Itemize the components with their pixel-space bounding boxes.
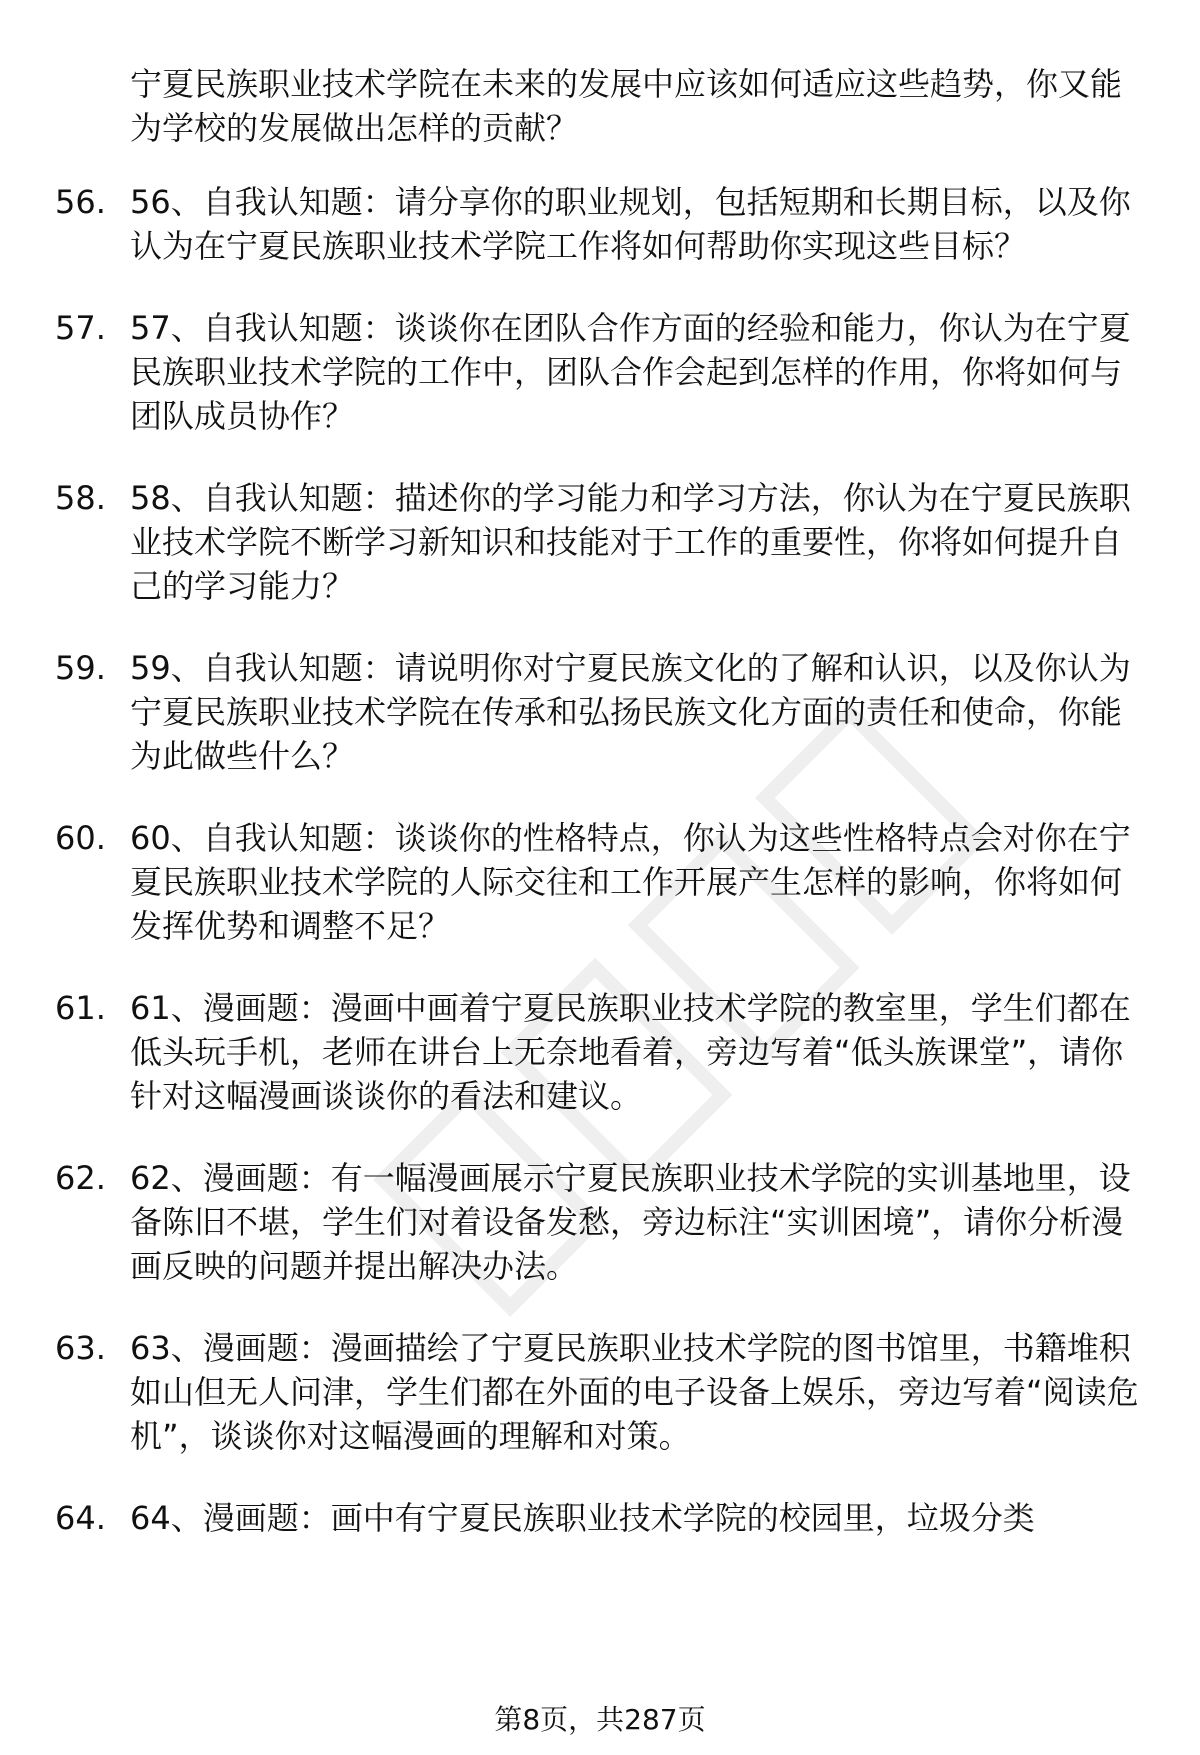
question-item <box>0 646 1140 778</box>
question-item <box>0 986 1140 1118</box>
question-text: 57、自我认知题：谈谈你在团队合作方面的经验和能力，你认为在宁夏民族职业技术学院的工作中，团队合作会起到怎样的作用，你将如何与团队成员协作？ <box>130 309 1131 435</box>
question-number: 57. <box>55 309 106 347</box>
question-number: 62. <box>55 1159 106 1197</box>
question-text: 61、漫画题：漫画中画着宁夏民族职业技术学院的教室里，学生们都在低头玩手机，老师在讲台上无奈地看着，旁边写着“低头族课堂”，请你针对这幅漫画谈谈你的看法和建议。 <box>130 989 1131 1115</box>
question-item <box>0 1326 1140 1458</box>
question-text: 59、自我认知题：请说明你对宁夏民族文化的了解和认识，以及你认为宁夏民族职业技术学院在传承和弘扬民族文化方面的责任和使命，你能为此做些什么？ <box>130 649 1131 775</box>
question-number: 63. <box>55 1329 106 1367</box>
question-number: 59. <box>55 649 106 687</box>
question-item <box>0 1156 1140 1288</box>
question-text: 58、自我认知题：描述你的学习能力和学习方法，你认为在宁夏民族职业技术学院不断学习新知识和技能对于工作的重要性，你将如何提升自己的学习能力？ <box>130 479 1131 605</box>
question-item <box>0 816 1140 948</box>
question-text: 63、漫画题：漫画描绘了宁夏民族职业技术学院的图书馆里，书籍堆积如山但无人问津，学生们都在外面的电子设备上娱乐，旁边写着“阅读危机”，谈谈你对这幅漫画的理解和对策。 <box>130 1329 1139 1455</box>
question-number: 58. <box>55 479 106 517</box>
question-item <box>0 1496 1140 1540</box>
question-number: 61. <box>55 989 106 1027</box>
question-number: 64. <box>55 1499 106 1537</box>
question-text: 60、自我认知题：谈谈你的性格特点，你认为这些性格特点会对你在宁夏民族职业技术学院的人际交往和工作开展产生怎样的影响，你将如何发挥优势和调整不足？ <box>130 819 1131 945</box>
question-text: 62、漫画题：有一幅漫画展示宁夏民族职业技术学院的实训基地里，设备陈旧不堪，学生们对着设备发愁，旁边标注“实训困境”，请你分析漫画反映的问题并提出解决办法。 <box>130 1159 1131 1285</box>
question-list <box>0 180 1200 1578</box>
page-footer: 第8页，共287页 <box>494 1703 706 1736</box>
question-item <box>0 306 1140 438</box>
question-text: 56、自我认知题：请分享你的职业规划，包括短期和长期目标，以及你认为在宁夏民族职业技术学院工作将如何帮助你实现这些目标？ <box>130 183 1131 265</box>
question-item <box>0 476 1140 608</box>
question-number: 56. <box>55 183 106 221</box>
continued-question-text: 宁夏民族职业技术学院在未来的发展中应该如何适应这些趋势，你又能为学校的发展做出怎样的贡献？ <box>130 65 1123 147</box>
question-number: 60. <box>55 819 106 857</box>
question-item <box>0 180 1140 268</box>
question-text: 64、漫画题：画中有宁夏民族职业技术学院的校园里，垃圾分类 <box>130 1499 1035 1537</box>
